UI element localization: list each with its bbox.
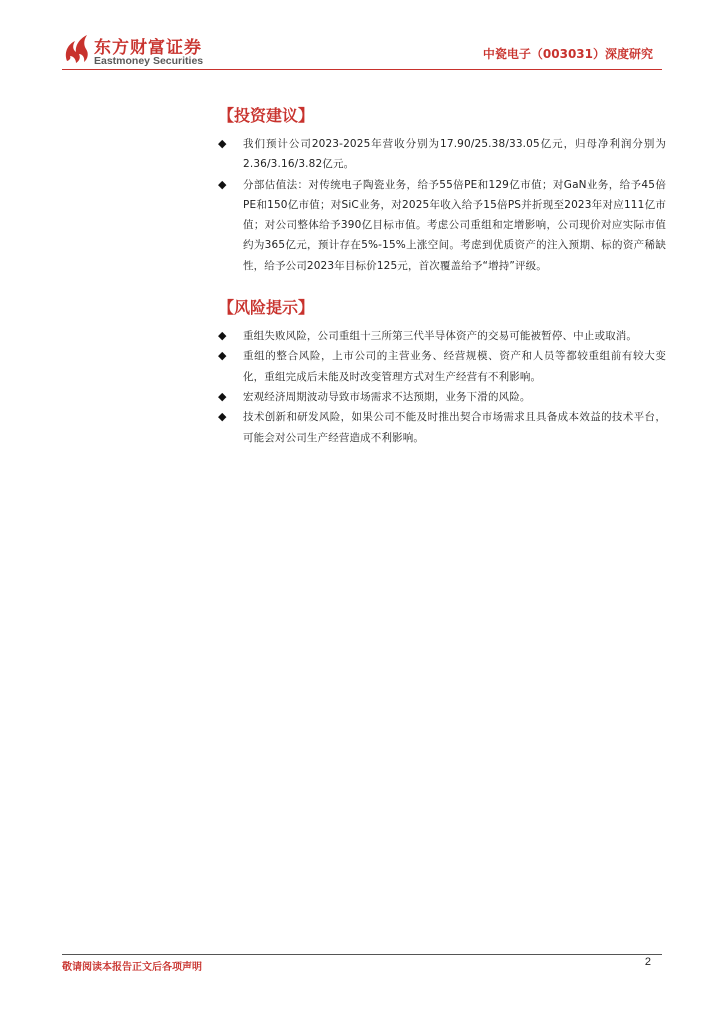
- bullet-text: 我们预计公司2023-2025年营收分别为17.90/25.38/33.05亿元，归母净利润分别为2.36/3.16/3.82亿元。: [243, 138, 666, 171]
- diamond-bullet-icon: ◆: [218, 349, 227, 363]
- eastmoney-flame-logo-icon: [63, 33, 91, 63]
- section-title-risk-warning: 【风险提示】: [218, 298, 315, 318]
- page-number: 2: [644, 956, 651, 968]
- report-title: 中瓷电子（003031）深度研究: [482, 47, 653, 61]
- page-header: [0, 0, 724, 75]
- diamond-bullet-icon: ◆: [218, 177, 227, 191]
- list-item: [214, 407, 666, 448]
- bullet-text: 宏观经济周期波动导致市场需求不达预期，业务下滑的风险。: [243, 390, 531, 403]
- list-item: [214, 346, 666, 387]
- bullet-text: 分部估值法：对传统电子陶瓷业务，给予55倍PE和129亿市值；对GaN业务，给予45倍PE和150亿市值；对SiC业务，对2025年收入给予15倍PS并折现至2023年对应111亿市值；对公司整体给予390亿目标市值。考虑公司重组和定增影响，公司现价对应实际市值约为365亿元，预计存在5%-15%上涨空间。考虑到优质资产的注入预期、标的资产稀缺性，给予公司2023年目标价125元，首次覆盖给予“增持”评级。: [243, 178, 666, 272]
- bullet-text: 重组失败风险，公司重组十三所第三代半导体资产的交易可能被暂停、中止或取消。: [243, 330, 638, 343]
- footer-divider: [62, 954, 662, 955]
- header-divider: [62, 69, 662, 70]
- diamond-bullet-icon: ◆: [218, 410, 227, 424]
- diamond-bullet-icon: ◆: [218, 329, 227, 343]
- list-item: [214, 134, 666, 175]
- list-item: [214, 387, 666, 407]
- diamond-bullet-icon: ◆: [218, 137, 227, 150]
- diamond-bullet-icon: ◆: [218, 389, 227, 403]
- report-body: [214, 106, 666, 448]
- section-title-investment-advice: 【投资建议】: [218, 106, 315, 125]
- list-item: [214, 326, 666, 346]
- list-item: [214, 175, 666, 276]
- bullet-text: 技术创新和研发风险，如果公司不能及时推出契合市场需求且具备成本效益的技术平台，可能会对公司生产经营造成不利影响。: [243, 411, 666, 444]
- risk-warning-list: [214, 326, 666, 448]
- investment-advice-list: [214, 134, 666, 276]
- footer-disclaimer: 敬请阅读本报告正文后各项声明: [62, 962, 202, 973]
- bullet-text: 重组的整合风险，上市公司的主营业务、经营规模、资产和人员等都较重组前有较大变化，重组完成后未能及时改变管理方式对生产经营有不利影响。: [243, 350, 666, 383]
- brand-name-english: Eastmoney Securities: [94, 55, 204, 67]
- brand-name-chinese: 东方财富证券: [94, 38, 202, 58]
